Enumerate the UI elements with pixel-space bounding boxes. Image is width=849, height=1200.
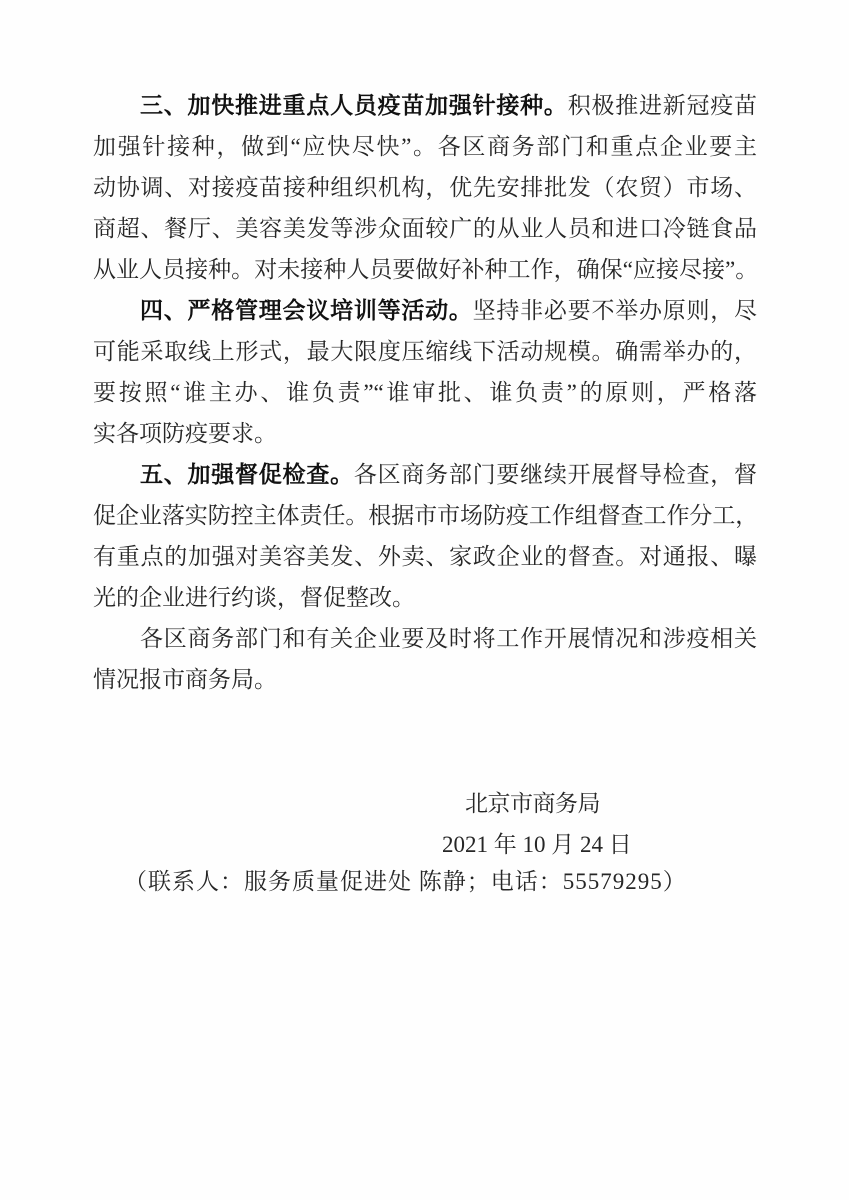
- text-line: [93, 536, 757, 577]
- closing-paragraph: [93, 618, 757, 700]
- text-line: [93, 454, 757, 495]
- text-line: [93, 85, 757, 126]
- body-text-segment: 从业人员接种。对未接种人员要做好补种工作，确保“应接尽接”。: [93, 257, 757, 282]
- text-line: [93, 167, 757, 208]
- body-text-segment: 商超、餐厅、美容美发等涉众面较广的从业人员和进口冷链食品: [93, 216, 757, 241]
- section-4-meetings: [93, 290, 757, 454]
- signature-date: 2021 年 10 月 24 日: [442, 832, 632, 857]
- text-line: [93, 290, 757, 331]
- text-line: [93, 618, 757, 659]
- section-heading-text: 五、加强督促检查。: [140, 461, 354, 487]
- body-text-segment: 积极推进新冠疫苗: [567, 93, 758, 118]
- text-line: [93, 413, 757, 454]
- text-line: [93, 331, 757, 372]
- body-text-segment: 实各项防疫要求。: [93, 421, 277, 446]
- text-line: [93, 208, 757, 249]
- text-line: [93, 249, 757, 290]
- body-text-segment: 加强针接种，做到“应快尽快”。各区商务部门和重点企业要主: [93, 134, 757, 159]
- text-line: [93, 372, 757, 413]
- body-text-segment: 坚持非必要不举办原则，尽: [472, 298, 758, 323]
- body-text-segment: 各区商务部门和有关企业要及时将工作开展情况和涉疫相关: [140, 626, 757, 651]
- text-line: [93, 577, 757, 618]
- section-3-vaccination: [93, 85, 757, 290]
- body-text-segment: 要按照“谁主办、谁负责”“谁审批、谁负责”的原则，严格落: [93, 380, 757, 405]
- text-line: [93, 126, 757, 167]
- signature-org: 北京市商务局: [465, 791, 600, 816]
- text-line: [93, 659, 757, 700]
- section-heading-text: 四、严格管理会议培训等活动。: [140, 297, 473, 323]
- text-line: [93, 495, 757, 536]
- document-body: [93, 85, 757, 700]
- signature-contact-line: （联系人：服务质量促进处 陈静；电话：55579295）: [124, 869, 687, 894]
- body-text-segment: 有重点的加强对美容美发、外卖、家政企业的督查。对通报、曝: [93, 544, 757, 569]
- section-heading-text: 三、加快推进重点人员疫苗加强针接种。: [140, 92, 568, 118]
- body-text-segment: 动协调、对接疫苗接种组织机构，优先安排批发（农贸）市场、: [93, 175, 757, 200]
- body-text-segment: 情况报市商务局。: [93, 667, 277, 692]
- body-text-segment: 可能采取线上形式，最大限度压缩线下活动规模。确需举办的，: [93, 339, 757, 364]
- body-text-segment: 促企业落实防控主体责任。根据市市场防疫工作组督查工作分工，: [93, 503, 757, 528]
- section-5-supervision: [93, 454, 757, 618]
- body-text-segment: 光的企业进行约谈，督促整改。: [93, 585, 415, 610]
- body-text-segment: 各区商务部门要继续开展督导检查，督: [353, 462, 758, 487]
